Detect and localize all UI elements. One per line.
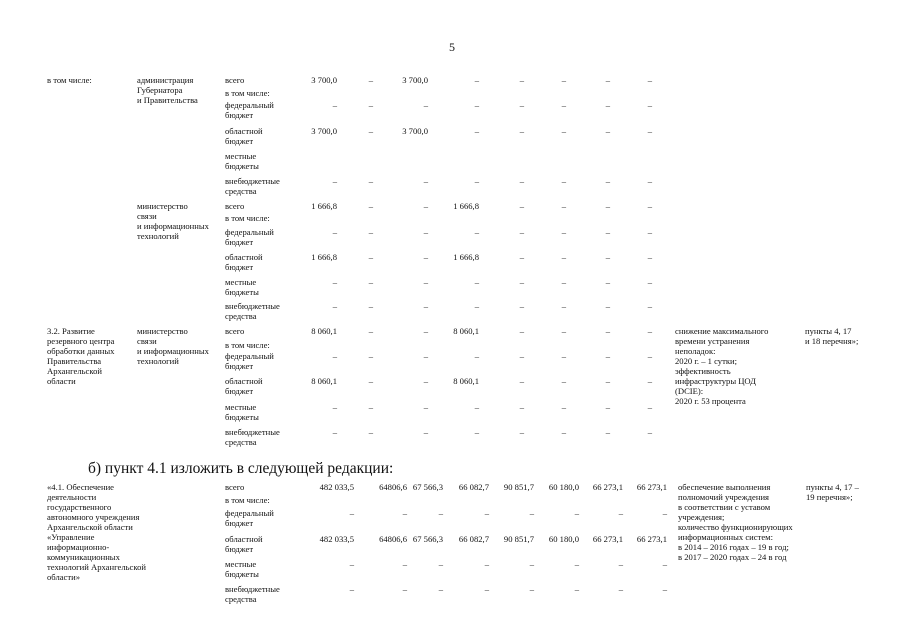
dash-cell: –: [561, 277, 566, 287]
dash-cell: –: [574, 584, 579, 594]
expected-result: инфраструктуры ЦОД: [675, 376, 756, 386]
expected-result: (DCIE):: [675, 386, 704, 396]
dash-cell: –: [561, 100, 566, 110]
dash-cell: –: [368, 326, 373, 336]
row-label: средства: [225, 594, 257, 604]
dash-cell: –: [605, 227, 610, 237]
dash-cell: –: [605, 75, 610, 85]
dash-cell: –: [402, 508, 407, 518]
value-cell: 8 060,1: [453, 326, 479, 336]
dash-cell: –: [647, 75, 652, 85]
value-cell: 8 060,1: [453, 376, 479, 386]
measure-name: автономного учреждения: [47, 512, 140, 522]
dash-cell: –: [519, 351, 524, 361]
org-name: и информационных: [137, 221, 209, 231]
row-label: бюджеты: [225, 412, 259, 422]
org-name: администрация: [137, 75, 194, 85]
dash-cell: –: [423, 402, 428, 412]
dash-cell: –: [605, 126, 610, 136]
row-label: всего: [225, 201, 245, 211]
dash-cell: –: [474, 301, 479, 311]
row-label: местные: [225, 402, 257, 412]
dash-cell: –: [605, 376, 610, 386]
value-cell: 1 666,8: [311, 201, 337, 211]
dash-cell: –: [561, 402, 566, 412]
row-label: бюджеты: [225, 569, 259, 579]
dash-cell: –: [647, 301, 652, 311]
dash-cell: –: [423, 301, 428, 311]
measure-name: информационно-: [47, 542, 110, 552]
dash-cell: –: [423, 176, 428, 186]
row-label: в том числе:: [225, 88, 270, 98]
row-label: областной: [225, 376, 263, 386]
row-label: средства: [225, 311, 257, 321]
dash-cell: –: [423, 326, 428, 336]
dash-cell: –: [474, 402, 479, 412]
expected-result: снижение максимального: [675, 326, 769, 336]
org-name: технологий: [137, 356, 179, 366]
value-cell: 66 082,7: [458, 482, 489, 492]
measure-name: «Управление: [47, 532, 95, 542]
dash-cell: –: [368, 227, 373, 237]
value-cell: 8 060,1: [311, 326, 337, 336]
dash-cell: –: [605, 326, 610, 336]
dash-cell: –: [474, 75, 479, 85]
dash-cell: –: [368, 402, 373, 412]
dash-cell: –: [647, 277, 652, 287]
measure-name: обработки данных: [47, 346, 115, 356]
value-cell: 67 566,3: [412, 534, 443, 544]
measure-name: Архангельской: [47, 366, 102, 376]
dash-cell: –: [474, 100, 479, 110]
row-label: местные: [225, 277, 257, 287]
dash-cell: –: [618, 559, 623, 569]
dash-cell: –: [474, 277, 479, 287]
dash-cell: –: [332, 427, 337, 437]
dash-cell: –: [561, 301, 566, 311]
value-cell: 66 273,1: [636, 482, 667, 492]
expected-result: неполадок:: [675, 346, 716, 356]
dash-cell: –: [561, 376, 566, 386]
dash-cell: –: [368, 252, 373, 262]
measure-name: «4.1. Обеспечение: [47, 482, 114, 492]
dash-cell: –: [484, 508, 489, 518]
measure-name: государственного: [47, 502, 112, 512]
dash-cell: –: [423, 100, 428, 110]
dash-cell: –: [561, 427, 566, 437]
row-label: федеральный: [225, 508, 274, 518]
row-label: областной: [225, 126, 263, 136]
org-name: и информационных: [137, 346, 209, 356]
row-label: в том числе:: [225, 340, 270, 350]
dash-cell: –: [438, 508, 443, 518]
value-cell: 482 033,5: [319, 482, 354, 492]
dash-cell: –: [605, 277, 610, 287]
expected-result: учреждения;: [678, 512, 725, 522]
org-name: министерство: [137, 201, 188, 211]
row-label: федеральный: [225, 100, 274, 110]
dash-cell: –: [368, 301, 373, 311]
measure-name: области»: [47, 572, 81, 582]
org-name: министерство: [137, 326, 188, 336]
dash-cell: –: [438, 559, 443, 569]
measure-name: области: [47, 376, 76, 386]
dash-cell: –: [332, 301, 337, 311]
row-label: в том числе:: [225, 213, 270, 223]
dash-cell: –: [519, 277, 524, 287]
dash-cell: –: [618, 584, 623, 594]
dash-cell: –: [423, 376, 428, 386]
row-label: внебюджетные: [225, 176, 280, 186]
dash-cell: –: [474, 427, 479, 437]
dash-cell: –: [474, 176, 479, 186]
dash-cell: –: [561, 201, 566, 211]
dash-cell: –: [647, 227, 652, 237]
row-label: федеральный: [225, 227, 274, 237]
dash-cell: –: [519, 427, 524, 437]
dash-cell: –: [474, 126, 479, 136]
dash-cell: –: [484, 584, 489, 594]
cell-note: в том числе:: [47, 75, 92, 85]
dash-cell: –: [529, 508, 534, 518]
dash-cell: –: [647, 326, 652, 336]
value-cell: 66 273,1: [592, 534, 623, 544]
dash-cell: –: [423, 277, 428, 287]
row-label: бюджет: [225, 361, 254, 371]
dash-cell: –: [605, 351, 610, 361]
dash-cell: –: [368, 201, 373, 211]
dash-cell: –: [618, 508, 623, 518]
dash-cell: –: [519, 227, 524, 237]
measure-name: резервного центра: [47, 336, 115, 346]
row-label: бюджеты: [225, 287, 259, 297]
row-label: всего: [225, 482, 245, 492]
indicator-refs: 19 перечня»;: [806, 492, 853, 502]
indicator-refs: и 18 перечня»;: [805, 336, 859, 346]
value-cell: 1 666,8: [453, 201, 479, 211]
value-cell: 60 180,0: [548, 482, 579, 492]
dash-cell: –: [332, 176, 337, 186]
value-cell: 1 666,8: [311, 252, 337, 262]
expected-result: 2020 г. – 1 сутки;: [675, 356, 737, 366]
measure-name: коммуникационных: [47, 552, 120, 562]
dash-cell: –: [368, 176, 373, 186]
dash-cell: –: [605, 301, 610, 311]
dash-cell: –: [332, 227, 337, 237]
row-label: областной: [225, 534, 263, 544]
value-cell: 482 033,5: [319, 534, 354, 544]
dash-cell: –: [519, 402, 524, 412]
dash-cell: –: [561, 227, 566, 237]
org-name: связи: [137, 336, 157, 346]
row-label: средства: [225, 186, 257, 196]
value-cell: 67 566,3: [412, 482, 443, 492]
measure-name: деятельности: [47, 492, 97, 502]
dash-cell: –: [402, 559, 407, 569]
row-label: внебюджетные: [225, 427, 280, 437]
dash-cell: –: [647, 176, 652, 186]
dash-cell: –: [561, 75, 566, 85]
measure-name: технологий Архангельской: [47, 562, 146, 572]
expected-result: информационных систем:: [678, 532, 773, 542]
row-label: местные: [225, 151, 257, 161]
row-label: местные: [225, 559, 257, 569]
dash-cell: –: [647, 252, 652, 262]
dash-cell: –: [605, 176, 610, 186]
row-label: бюджет: [225, 237, 254, 247]
dash-cell: –: [368, 427, 373, 437]
dash-cell: –: [561, 126, 566, 136]
dash-cell: –: [519, 176, 524, 186]
dash-cell: –: [605, 252, 610, 262]
dash-cell: –: [519, 301, 524, 311]
row-label: внебюджетные: [225, 584, 280, 594]
value-cell: 64806,6: [379, 534, 407, 544]
dash-cell: –: [368, 351, 373, 361]
dash-cell: –: [647, 201, 652, 211]
value-cell: 64806,6: [379, 482, 407, 492]
expected-result: полномочий учреждения: [678, 492, 769, 502]
org-name: технологий: [137, 231, 179, 241]
dash-cell: –: [605, 402, 610, 412]
dash-cell: –: [519, 201, 524, 211]
row-label: областной: [225, 252, 263, 262]
dash-cell: –: [423, 252, 428, 262]
dash-cell: –: [662, 508, 667, 518]
row-label: бюджет: [225, 518, 254, 528]
dash-cell: –: [561, 351, 566, 361]
dash-cell: –: [474, 227, 479, 237]
dash-cell: –: [349, 508, 354, 518]
row-label: бюджет: [225, 544, 254, 554]
row-label: бюджет: [225, 110, 254, 120]
row-label: всего: [225, 75, 245, 85]
expected-result: количество функционирующих: [678, 522, 793, 532]
measure-name: Правительства: [47, 356, 102, 366]
dash-cell: –: [368, 75, 373, 85]
value-cell: 90 851,7: [503, 482, 534, 492]
dash-cell: –: [332, 402, 337, 412]
dash-cell: –: [561, 326, 566, 336]
dash-cell: –: [332, 277, 337, 287]
expected-result: в 2014 – 2016 годах – 19 в год;: [678, 542, 789, 552]
dash-cell: –: [647, 376, 652, 386]
dash-cell: –: [423, 227, 428, 237]
value-cell: 66 082,7: [458, 534, 489, 544]
org-name: и Правительства: [137, 95, 198, 105]
row-label: средства: [225, 437, 257, 447]
dash-cell: –: [605, 100, 610, 110]
expected-result: эффективность: [675, 366, 731, 376]
dash-cell: –: [519, 326, 524, 336]
row-label: в том числе:: [225, 495, 270, 505]
measure-name: 3.2. Развитие: [47, 326, 95, 336]
row-label: внебюджетные: [225, 301, 280, 311]
row-label: бюджеты: [225, 161, 259, 171]
measure-name: Архангельской области: [47, 522, 133, 532]
dash-cell: –: [438, 584, 443, 594]
dash-cell: –: [662, 559, 667, 569]
dash-cell: –: [368, 126, 373, 136]
value-cell: 66 273,1: [592, 482, 623, 492]
expected-result: времени устранения: [675, 336, 750, 346]
dash-cell: –: [647, 427, 652, 437]
dash-cell: –: [349, 584, 354, 594]
expected-result: в соответствии с уставом: [678, 502, 771, 512]
row-label: бюджет: [225, 386, 254, 396]
dash-cell: –: [574, 559, 579, 569]
dash-cell: –: [474, 351, 479, 361]
dash-cell: –: [647, 126, 652, 136]
value-cell: 90 851,7: [503, 534, 534, 544]
dash-cell: –: [402, 584, 407, 594]
dash-cell: –: [519, 252, 524, 262]
dash-cell: –: [574, 508, 579, 518]
dash-cell: –: [368, 100, 373, 110]
value-cell: 60 180,0: [548, 534, 579, 544]
dash-cell: –: [349, 559, 354, 569]
dash-cell: –: [332, 351, 337, 361]
indicator-refs: пункты 4, 17: [805, 326, 852, 336]
expected-result: обеспечение выполнения: [678, 482, 771, 492]
dash-cell: –: [647, 402, 652, 412]
row-label: бюджет: [225, 136, 254, 146]
row-label: бюджет: [225, 262, 254, 272]
dash-cell: –: [368, 277, 373, 287]
value-cell: 66 273,1: [636, 534, 667, 544]
dash-cell: –: [519, 100, 524, 110]
dash-cell: –: [484, 559, 489, 569]
row-label: всего: [225, 326, 245, 336]
dash-cell: –: [423, 201, 428, 211]
value-cell: 3 700,0: [311, 126, 337, 136]
dash-cell: –: [423, 427, 428, 437]
dash-cell: –: [561, 176, 566, 186]
dash-cell: –: [423, 351, 428, 361]
page-number: 5: [449, 40, 455, 54]
expected-result: в 2017 – 2020 годах – 24 в год: [678, 552, 787, 562]
expected-result: 2020 г. 53 процента: [675, 396, 746, 406]
org-name: Губернатора: [137, 85, 183, 95]
dash-cell: –: [647, 100, 652, 110]
dash-cell: –: [519, 75, 524, 85]
value-cell: 1 666,8: [453, 252, 479, 262]
dash-cell: –: [647, 351, 652, 361]
dash-cell: –: [529, 584, 534, 594]
dash-cell: –: [605, 427, 610, 437]
value-cell: 3 700,0: [402, 126, 428, 136]
indicator-refs: пункты 4, 17 –: [806, 482, 859, 492]
dash-cell: –: [519, 376, 524, 386]
dash-cell: –: [662, 584, 667, 594]
value-cell: 8 060,1: [311, 376, 337, 386]
dash-cell: –: [529, 559, 534, 569]
amendment-heading: б) пункт 4.1 изложить в следующей редакции:: [88, 460, 394, 477]
dash-cell: –: [332, 100, 337, 110]
dash-cell: –: [605, 201, 610, 211]
row-label: федеральный: [225, 351, 274, 361]
value-cell: 3 700,0: [402, 75, 428, 85]
org-name: связи: [137, 211, 157, 221]
dash-cell: –: [519, 126, 524, 136]
dash-cell: –: [368, 376, 373, 386]
dash-cell: –: [561, 252, 566, 262]
value-cell: 3 700,0: [311, 75, 337, 85]
